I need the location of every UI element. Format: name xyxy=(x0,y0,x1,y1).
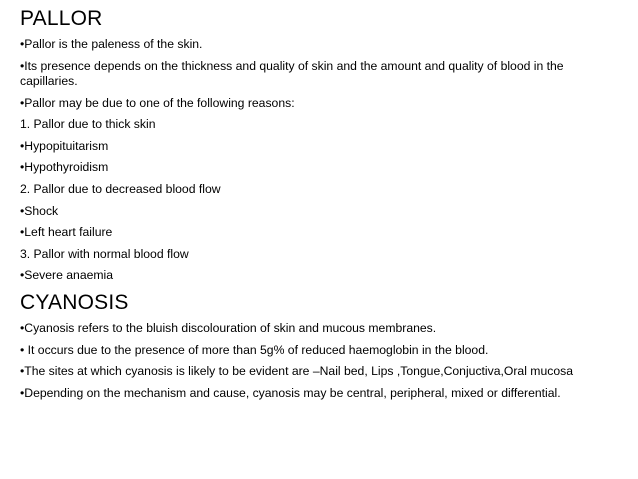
pallor-line-11: •Severe anaemia xyxy=(20,268,114,283)
cyanosis-line-1: •Cyanosis refers to the bluish discolouration of skin and mucous membranes. xyxy=(20,320,437,335)
pallor-line-4: 1. Pallor due to thick skin xyxy=(20,117,156,132)
pallor-line-10: 3. Pallor with normal blood flow xyxy=(20,246,189,261)
cyanosis-line-4: •Depending on the mechanism and cause, cyanosis may be central, peripheral, mixed or differential. xyxy=(20,385,561,400)
cyanosis-line-3: •The sites at which cyanosis is likely to be evident are –Nail bed, Lips ,Tongue,Conjuctiva,Oral mucosa xyxy=(20,364,573,379)
pallor-line-1: •Pallor is the paleness of the skin. xyxy=(20,37,203,51)
pallor-line-9: •Left heart failure xyxy=(20,225,113,240)
pallor-line-6: •Hypothyroidism xyxy=(20,160,109,175)
pallor-line-5: •Hypopituitarism xyxy=(20,138,109,153)
section-title-pallor: PALLOR xyxy=(20,7,103,30)
pallor-line-8: •Shock xyxy=(20,203,59,218)
pallor-line-2: •Its presence depends on the thickness and quality of skin and the amount and quality of blood in the capillaries. xyxy=(20,58,564,88)
pallor-line-3: •Pallor may be due to one of the following reasons: xyxy=(20,95,295,110)
slide-content xyxy=(20,6,620,407)
section-title-cyanosis: CYANOSIS xyxy=(20,290,129,314)
cyanosis-line-2: • It occurs due to the presence of more than 5g% of reduced haemoglobin in the blood. xyxy=(20,342,489,357)
pallor-line-7: 2. Pallor due to decreased blood flow xyxy=(20,181,221,196)
